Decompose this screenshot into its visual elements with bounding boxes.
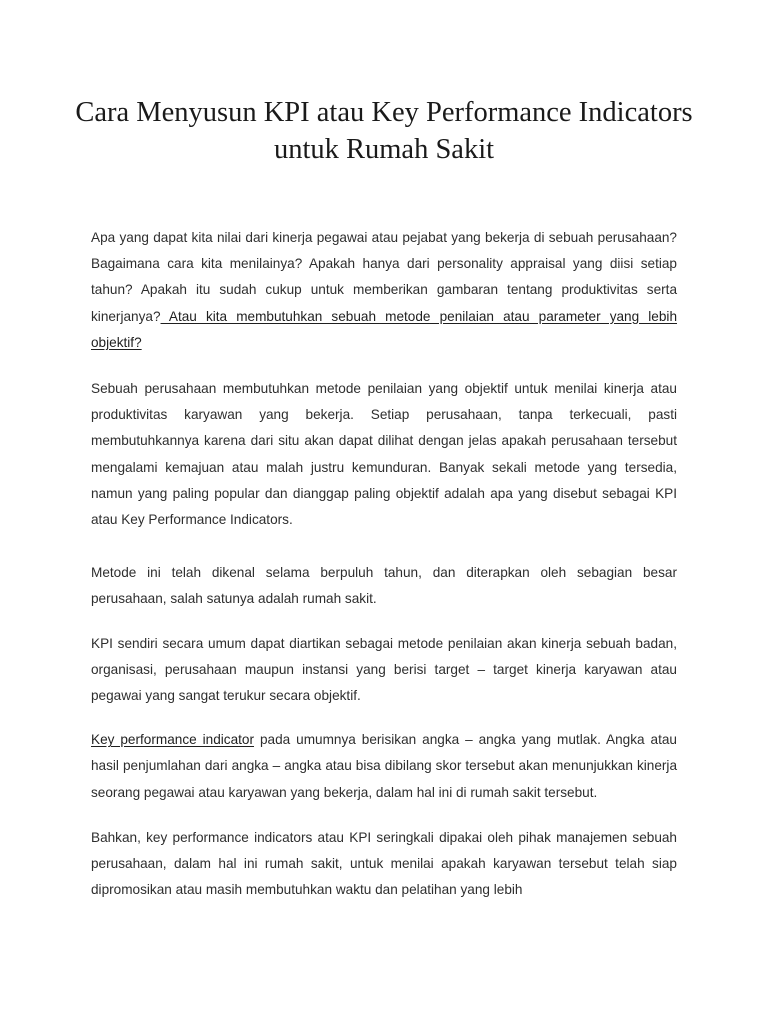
paragraph-6: Bahkan, key performance indicators atau KPI seringkali dipakai oleh pihak manajemen sebuah perusahaan, dalam hal ini rumah sakit, untuk menilai apakah karyawan tersebut telah siap dipromosikan atau masih membutuhkan waktu dan pelatihan yang lebih <box>91 829 677 898</box>
paragraph-5-text: pada umumnya berisikan angka – angka yang mutlak. Angka atau hasil penjumlahan dari angka – angka atau bisa dibilang skor tersebut akan menunjukkan kinerja seorang pegawai atau karyawan yang bekerja, dalam hal ini di rumah sakit tersebut. <box>91 732 677 800</box>
paragraph-4: KPI sendiri secara umum dapat diartikan sebagai metode penilaian akan kinerja sebuah badan, organisasi, perusahaan maupun instansi yang berisi target – target kinerja karyawan atau pegawai yang sangat terukur secara objektif. <box>91 635 677 704</box>
paragraph-1 <box>91 225 677 356</box>
document-title: Cara Menyusun KPI atau Key Performance Indicators untuk Rumah Sakit <box>75 97 693 165</box>
kpi-link[interactable]: Key performance indicator <box>91 732 255 748</box>
paragraph-5 <box>91 727 677 806</box>
document-body <box>91 225 677 903</box>
paragraph-1-text: Apa yang dapat kita nilai dari kinerja pegawai atau pejabat yang bekerja di sebuah perusahaan? Bagaimana cara kita menilainya? Apakah hanya dari personality appraisal yang diisi setiap tahun? Apakah itu sudah cukup untuk memberikan gambaran tentang produktivitas serta kinerjanya? <box>91 230 677 324</box>
paragraph-2: Sebuah perusahaan membutuhkan metode penilaian yang objektif untuk menilai kinerja atau produktivitas karyawan yang bekerja. Setiap perusahaan, tanpa terkecuali, pasti membutuhkannya karena dari situ akan dapat dilihat dengan jelas apakah perusahaan tersebut mengalami kemajuan atau malah justru kemunduran. Banyak sekali metode yang tersedia, namun yang paling popular dan dianggap paling objektif adalah apa yang disebut sebagai KPI atau Key Performance Indicators. <box>91 381 677 528</box>
objective-method-link[interactable]: Atau kita membutuhkan sebuah metode penilaian atau parameter yang lebih objektif? <box>91 308 677 350</box>
paragraph-3: Metode ini telah dikenal selama berpuluh tahun, dan diterapkan oleh sebagian besar perusahaan, salah satunya adalah rumah sakit. <box>91 565 677 607</box>
